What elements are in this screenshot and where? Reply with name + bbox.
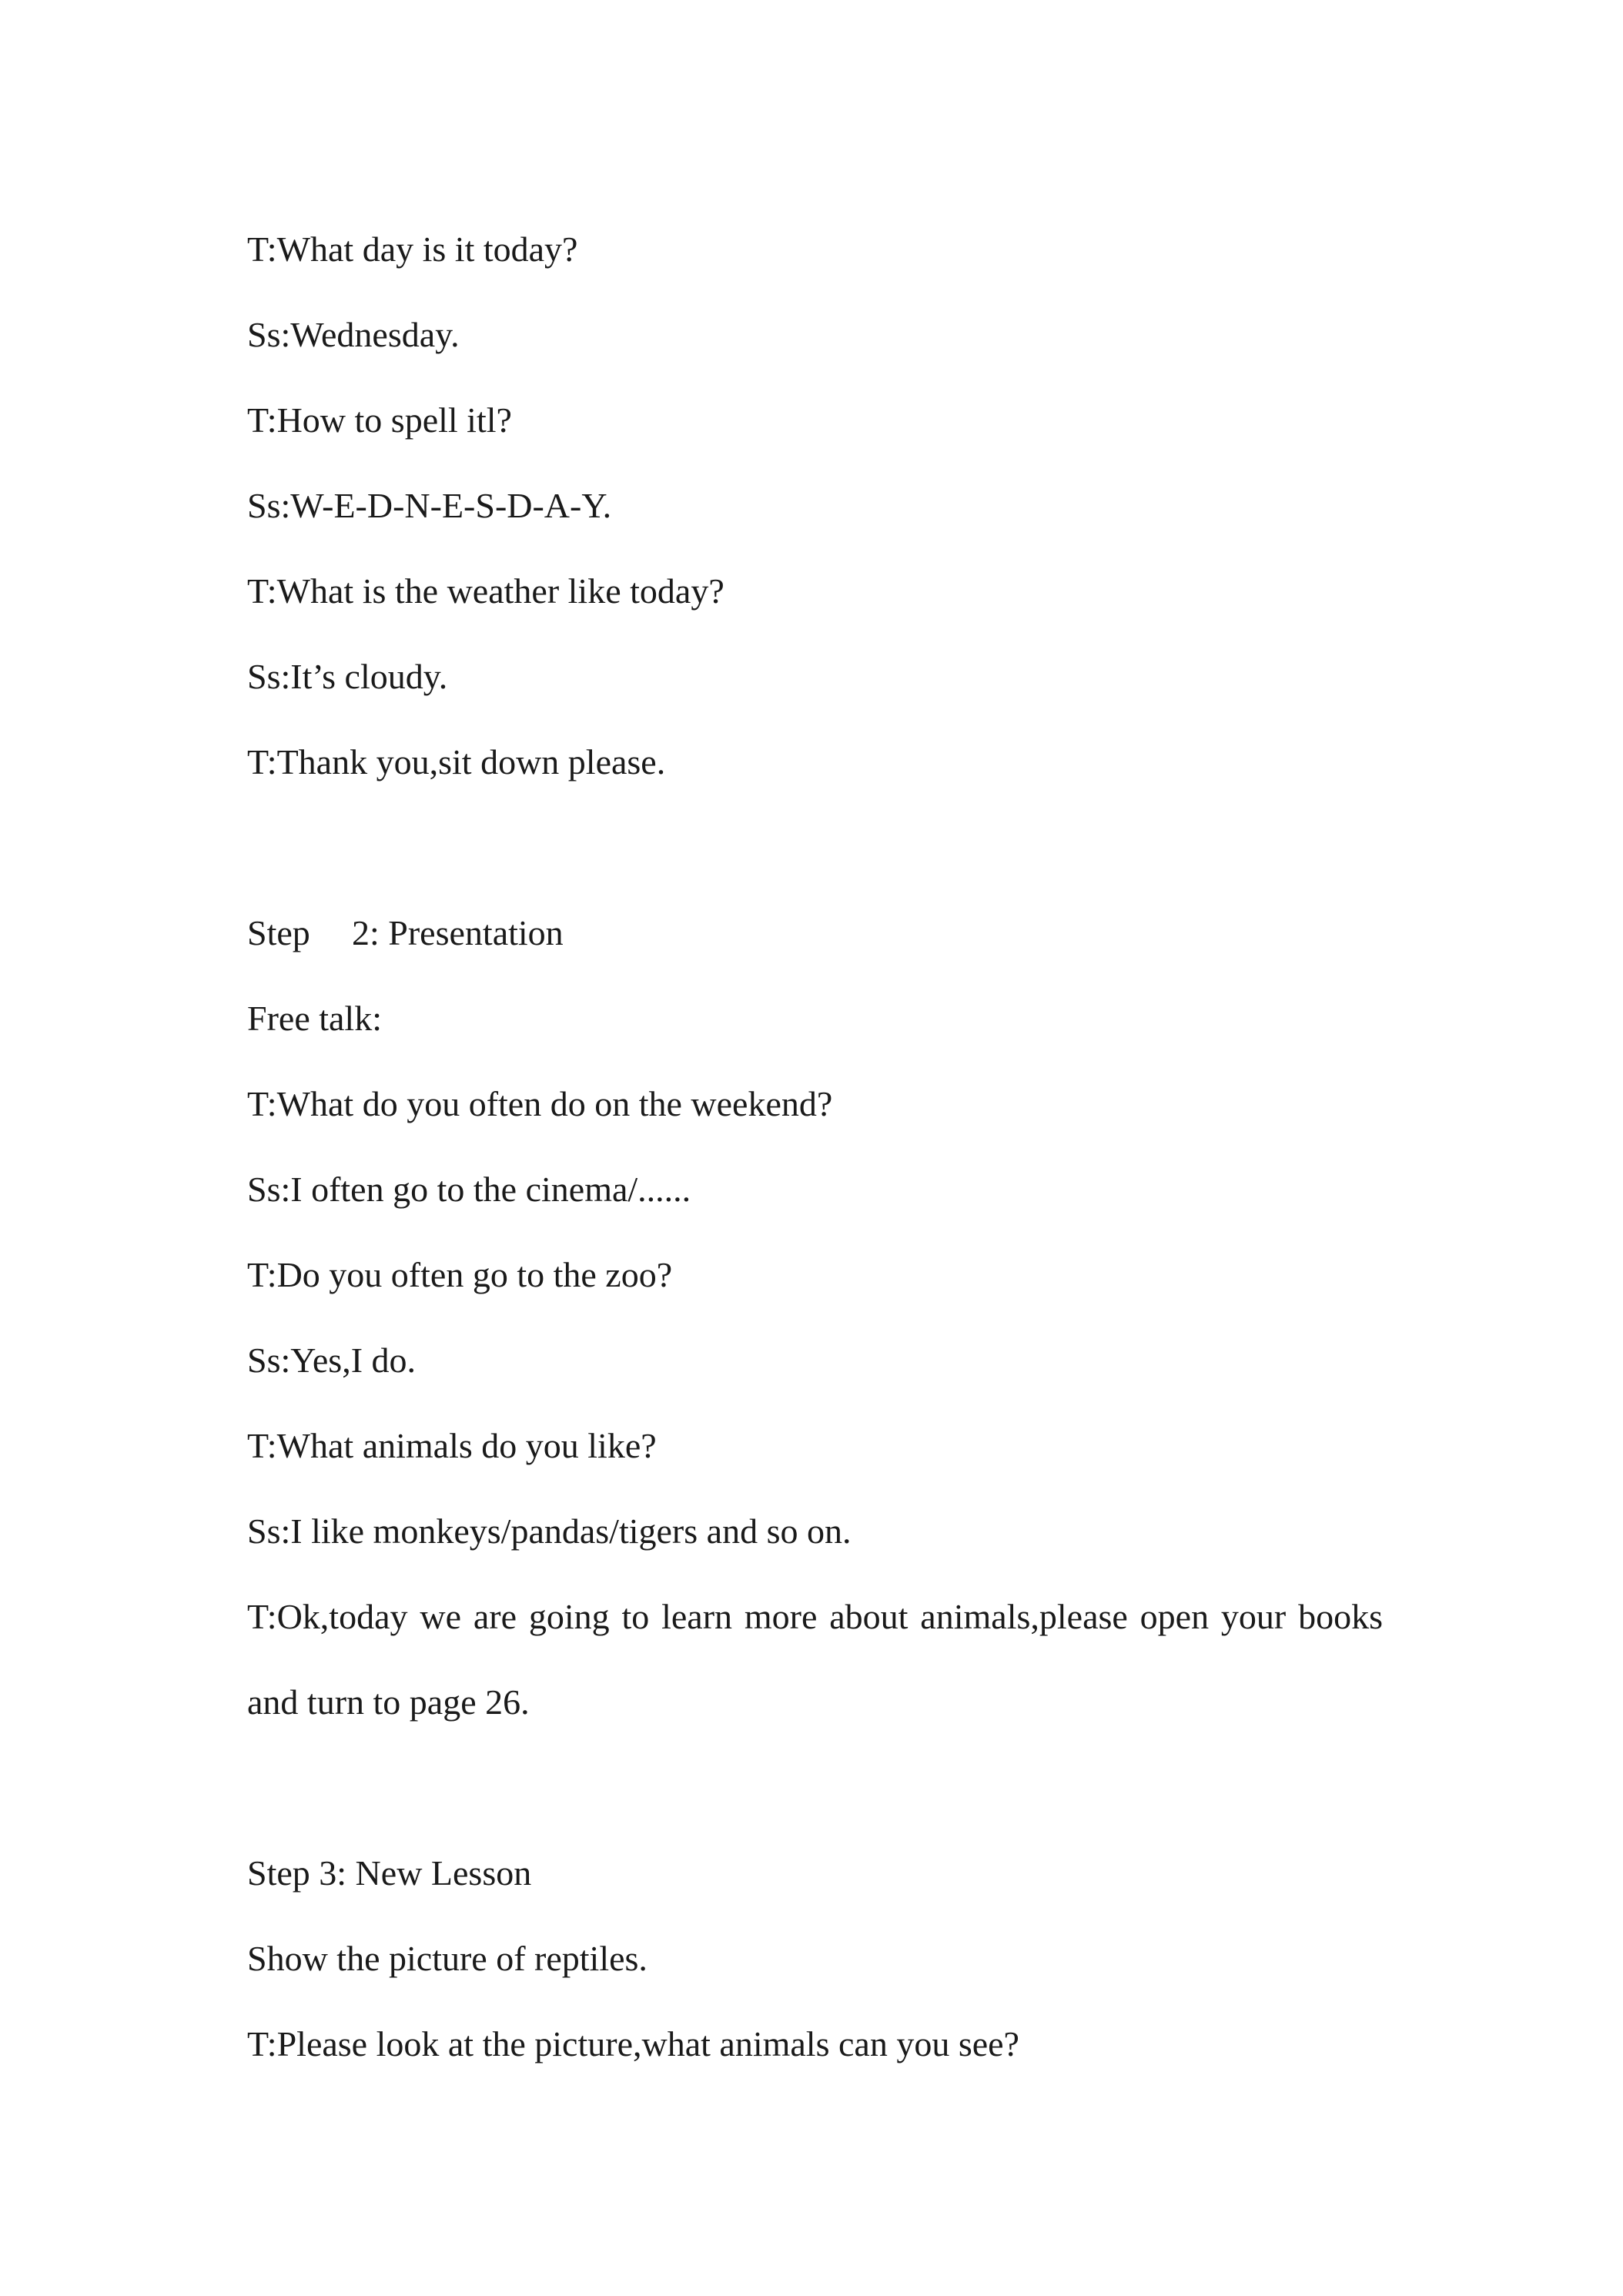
step-3-section [247,1830,1383,2087]
dialogue-line: Ss:Wednesday. [247,315,460,354]
dialogue-line: T:What animals do you like? [247,1426,657,1465]
dialogue-line: T:Thank you,sit down please. [247,742,666,782]
greeting-dialogue [247,206,1383,805]
dialogue-line: T:What day is it today? [247,229,578,269]
dialogue-line: T:How to spell itl? [247,400,512,440]
dialogue-line: T:Please look at the picture,what animals can you see? [247,2024,1019,2063]
dialogue-line: T:What do you often do on the weekend? [247,1084,833,1123]
blank-line [247,805,1383,890]
dialogue-line: Ss:I often go to the cinema/...... [247,1170,691,1209]
dialogue-paragraph: T:Ok,today we are going to learn more about animals,please open your books and turn to page 26. [247,1597,1383,1722]
dialogue-line: Ss:Yes,I do. [247,1340,417,1380]
dialogue-line: T:Do you often go to the zoo? [247,1255,673,1294]
step-2-heading-title: 2: Presentation [352,913,564,952]
step-2-heading [247,890,1383,976]
dialogue-line: Free talk: [247,999,382,1038]
blank-line [247,1745,1383,1830]
step-3-heading: Step 3: New Lesson [247,1853,532,1893]
dialogue-line: Ss:W-E-D-N-E-S-D-A-Y. [247,486,612,525]
dialogue-line: Show the picture of reptiles. [247,1939,648,1978]
step-2-heading-word: Step [247,913,310,952]
dialogue-line: T:What is the weather like today? [247,571,724,611]
dialogue-line: Ss:It’s cloudy. [247,657,448,696]
step-2-section [247,890,1383,1745]
dialogue-line: Ss:I like monkeys/pandas/tigers and so on. [247,1511,852,1551]
document-body [247,206,1383,2087]
